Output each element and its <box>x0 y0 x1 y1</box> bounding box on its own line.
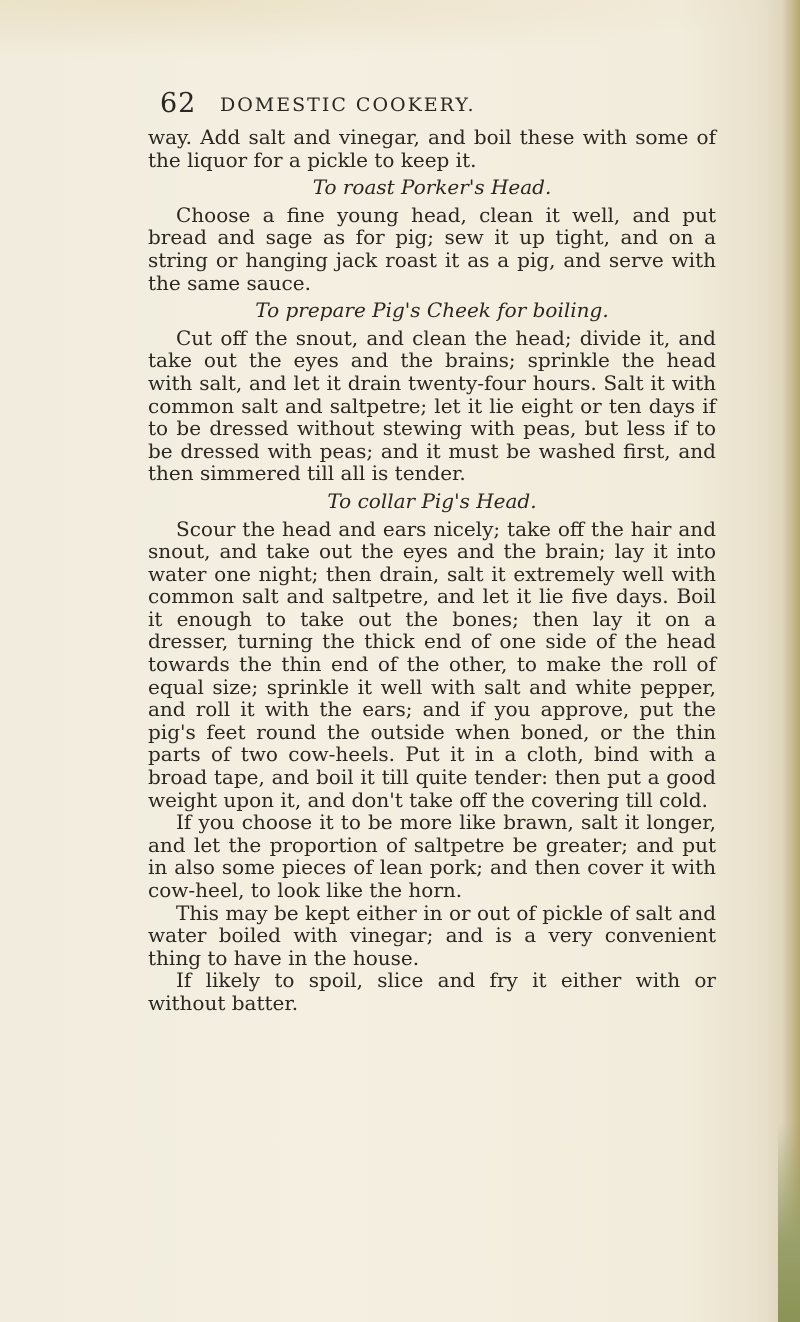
page-body <box>148 126 716 1015</box>
paragraph-keeping: This may be kept either in or out of pickle of salt and water boiled with vinegar; and is a very convenient thing to have in the house. <box>148 900 716 970</box>
page-header <box>160 88 720 122</box>
paper-stain <box>0 0 800 60</box>
recipe-heading-collar-pigs-head: To collar Pig's Head. <box>327 488 537 513</box>
paragraph-roast-porkers-head: Choose a fine young head, clean it well, and put bread and sage as for pig; sew it up tight, and on a string or hanging jack roast it as a pig, and serve with the same sauce. <box>148 202 716 295</box>
paragraph-brawn-variation: If you choose it to be more like brawn, salt it longer, and let the proportion of saltpetre be greater; and put in also some pieces of lean pork; and then cover it with cow-heel, to look like the horn. <box>148 810 716 902</box>
paragraph-spoil: If likely to spoil, slice and fry it either with or without batter. <box>148 968 716 1015</box>
paragraph-collar-pigs-head: Scour the head and ears nicely; take off the hair and snout, and take out the eyes and the brain; lay it into water one night; then drain, salt it extremely well with common salt and saltpetre, and let it lie five days. Boil it enough to take out the bones; then lay it on a dresser, turning the thick end of one side of the head towards the thin end of the other, to make the roll of equal size; sprinkle it well with salt and white pepper, and roll it with the ears; and if you approve, put the pig's feet round the outside when boned, or the thin parts of two cow-heels. Put it in a cloth, bind with a broad tape, and boil it till quite tender: then put a good weight upon it, and don't take off the covering till cold. <box>148 516 716 812</box>
paragraph-continuation: way. Add salt and vinegar, and boil these with some of the liquor for a pickle to keep it. <box>148 125 716 172</box>
paragraph-pigs-cheek: Cut off the snout, and clean the head; divide it, and take out the eyes and the brains; sprinkle the head with salt, and let it drain twenty-four hours. Salt it with common salt and saltpetre; let it lie eight or ten days if to be dressed without stewing with peas, but less if to be dressed with peas; and it must be washed first, and then simmered till all is tender. <box>148 325 716 486</box>
running-head: DOMESTIC COOKERY. <box>220 94 476 116</box>
recipe-heading-roast-porkers-head: To roast Porker's Head. <box>312 175 552 200</box>
corner-stain <box>778 1122 800 1322</box>
page-number: 62 <box>160 88 197 119</box>
recipe-heading-pigs-cheek: To prepare Pig's Cheek for boiling. <box>255 298 609 323</box>
